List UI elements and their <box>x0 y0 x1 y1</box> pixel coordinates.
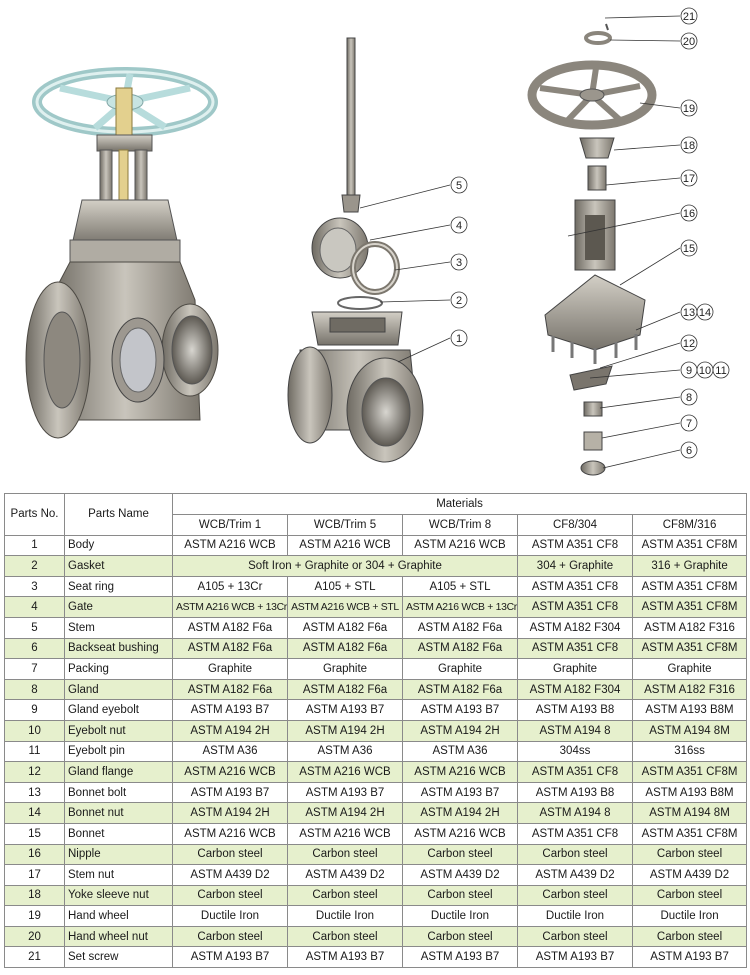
material-cell: ASTM A351 CF8M <box>633 535 747 556</box>
part-no: 13 <box>5 782 65 803</box>
table-row <box>5 679 747 700</box>
material-cell: Carbon steel <box>403 885 518 906</box>
material-cell: ASTM A182 F6a <box>288 679 403 700</box>
svg-text:15: 15 <box>682 243 696 255</box>
material-cell: ASTM A216 WCB <box>173 535 288 556</box>
part-name: Set screw <box>65 947 173 968</box>
svg-text:12: 12 <box>682 338 696 350</box>
material-cell: ASTM A193 B7 <box>288 700 403 721</box>
material-cell: ASTM A182 F6a <box>173 617 288 638</box>
svg-text:16: 16 <box>682 208 696 220</box>
material-cell: Carbon steel <box>633 885 747 906</box>
table-row <box>5 638 747 659</box>
material-cell: ASTM A182 F6a <box>403 679 518 700</box>
header-parts-name: Parts Name <box>65 494 173 536</box>
callout-5 <box>451 177 467 193</box>
material-cell: ASTM A182 F6a <box>403 617 518 638</box>
material-cell: ASTM A194 8M <box>633 720 747 741</box>
table-row <box>5 885 747 906</box>
material-cell: ASTM A351 CF8 <box>518 576 633 597</box>
callout-3 <box>451 254 467 270</box>
material-cell-merged: Soft Iron + Graphite or 304 + Graphite <box>173 556 518 577</box>
header-materials: Materials <box>173 494 747 515</box>
material-cell: ASTM A351 CF8M <box>633 576 747 597</box>
column-header: CF8M/316 <box>633 515 747 536</box>
material-cell: ASTM A351 CF8M <box>633 638 747 659</box>
table-row <box>5 823 747 844</box>
material-cell: Carbon steel <box>403 844 518 865</box>
material-cell: ASTM A216 WCB + 13Cr <box>173 597 288 618</box>
callout-14 <box>697 304 713 320</box>
table-row <box>5 762 747 783</box>
part-no: 6 <box>5 638 65 659</box>
material-cell: ASTM A216 WCB <box>403 823 518 844</box>
svg-text:20: 20 <box>682 36 696 48</box>
material-cell: ASTM A193 B7 <box>288 782 403 803</box>
callout-13 <box>681 304 697 320</box>
material-cell: ASTM A194 8 <box>518 720 633 741</box>
callout-1 <box>451 330 467 346</box>
part-no: 3 <box>5 576 65 597</box>
material-cell: ASTM A36 <box>403 741 518 762</box>
material-cell: ASTM A194 2H <box>173 803 288 824</box>
part-name: Gland flange <box>65 762 173 783</box>
material-cell: ASTM A216 WCB <box>403 762 518 783</box>
material-cell: ASTM A193 B7 <box>173 947 288 968</box>
material-cell: ASTM A194 2H <box>288 720 403 741</box>
material-cell: ASTM A182 F304 <box>518 679 633 700</box>
material-cell: Carbon steel <box>518 926 633 947</box>
part-no: 15 <box>5 823 65 844</box>
material-cell: Ductile Iron <box>288 906 403 927</box>
callout-15 <box>681 240 697 256</box>
part-no: 10 <box>5 720 65 741</box>
callout-20 <box>681 33 697 49</box>
material-cell: Graphite <box>633 659 747 680</box>
table-row <box>5 576 747 597</box>
part-name: Eyebolt pin <box>65 741 173 762</box>
material-cell: ASTM A439 D2 <box>173 865 288 886</box>
header-parts-no: Parts No. <box>5 494 65 536</box>
right-exploded-parts <box>532 24 652 475</box>
svg-text:19: 19 <box>682 103 696 115</box>
part-no: 20 <box>5 926 65 947</box>
svg-text:17: 17 <box>682 173 696 185</box>
material-cell: Ductile Iron <box>633 906 747 927</box>
table-row <box>5 720 747 741</box>
material-cell: Carbon steel <box>288 885 403 906</box>
svg-text:9: 9 <box>685 365 693 377</box>
callout-21 <box>681 8 697 24</box>
materials-table <box>4 493 747 968</box>
material-cell: ASTM A182 F316 <box>633 617 747 638</box>
material-cell: A105 + 13Cr <box>173 576 288 597</box>
table-row <box>5 741 747 762</box>
part-name: Hand wheel nut <box>65 926 173 947</box>
part-name: Gland <box>65 679 173 700</box>
material-cell: Carbon steel <box>173 885 288 906</box>
part-no: 4 <box>5 597 65 618</box>
material-cell: ASTM A194 2H <box>288 803 403 824</box>
part-name: Bonnet <box>65 823 173 844</box>
table-row <box>5 556 747 577</box>
callout-19 <box>681 100 697 116</box>
svg-text:21: 21 <box>682 11 696 23</box>
material-cell: A105 + STL <box>403 576 518 597</box>
table-row <box>5 659 747 680</box>
material-cell: Carbon steel <box>633 844 747 865</box>
material-cell: ASTM A351 CF8 <box>518 535 633 556</box>
material-cell: Graphite <box>403 659 518 680</box>
material-cell: ASTM A193 B7 <box>518 947 633 968</box>
material-cell: ASTM A36 <box>288 741 403 762</box>
column-header: WCB/Trim 1 <box>173 515 288 536</box>
material-cell: Carbon steel <box>288 926 403 947</box>
material-cell: ASTM A182 F6a <box>173 638 288 659</box>
material-cell: ASTM A182 F304 <box>518 617 633 638</box>
material-cell: ASTM A351 CF8 <box>518 597 633 618</box>
material-cell: ASTM A216 WCB <box>288 823 403 844</box>
table-row <box>5 844 747 865</box>
material-cell: Carbon steel <box>518 885 633 906</box>
material-cell: ASTM A194 8 <box>518 803 633 824</box>
material-cell: ASTM A193 B7 <box>173 700 288 721</box>
material-cell: ASTM A193 B7 <box>633 947 747 968</box>
svg-text:2: 2 <box>455 295 463 307</box>
callout-17 <box>681 170 697 186</box>
material-cell: ASTM A351 CF8M <box>633 823 747 844</box>
svg-text:11: 11 <box>715 365 727 377</box>
part-name: Stem nut <box>65 865 173 886</box>
table-row <box>5 803 747 824</box>
material-cell: ASTM A193 B7 <box>288 947 403 968</box>
part-no: 17 <box>5 865 65 886</box>
column-header: WCB/Trim 8 <box>403 515 518 536</box>
material-cell: Ductile Iron <box>403 906 518 927</box>
part-name: Yoke sleeve nut <box>65 885 173 906</box>
part-no: 7 <box>5 659 65 680</box>
material-cell: ASTM A194 2H <box>403 720 518 741</box>
material-cell: ASTM A182 F6a <box>173 679 288 700</box>
material-cell: ASTM A182 F6a <box>403 638 518 659</box>
part-name: Hand wheel <box>65 906 173 927</box>
svg-text:4: 4 <box>455 220 463 232</box>
part-name: Bonnet nut <box>65 803 173 824</box>
material-cell: ASTM A193 B8 <box>518 700 633 721</box>
material-cell: Carbon steel <box>173 844 288 865</box>
part-no: 5 <box>5 617 65 638</box>
part-name: Gasket <box>65 556 173 577</box>
material-cell: Graphite <box>518 659 633 680</box>
part-name: Backseat bushing <box>65 638 173 659</box>
material-cell: Carbon steel <box>173 926 288 947</box>
part-no: 14 <box>5 803 65 824</box>
material-cell: Carbon steel <box>518 844 633 865</box>
part-no: 1 <box>5 535 65 556</box>
part-name: Body <box>65 535 173 556</box>
material-cell: ASTM A36 <box>173 741 288 762</box>
part-no: 11 <box>5 741 65 762</box>
part-no: 16 <box>5 844 65 865</box>
column-header: CF8/304 <box>518 515 633 536</box>
svg-text:18: 18 <box>682 140 696 152</box>
material-cell: ASTM A193 B7 <box>403 700 518 721</box>
table-row <box>5 782 747 803</box>
part-no: 2 <box>5 556 65 577</box>
svg-text:5: 5 <box>455 180 463 192</box>
callout-4 <box>451 217 467 233</box>
part-name: Gate <box>65 597 173 618</box>
part-name: Stem <box>65 617 173 638</box>
material-cell: ASTM A216 WCB + 13Cr <box>403 597 518 618</box>
material-cell: Carbon steel <box>403 926 518 947</box>
material-cell: 304 + Graphite <box>518 556 633 577</box>
svg-text:7: 7 <box>685 418 693 430</box>
part-name: Packing <box>65 659 173 680</box>
svg-text:3: 3 <box>455 257 463 269</box>
part-no: 18 <box>5 885 65 906</box>
material-cell: ASTM A193 B8M <box>633 782 747 803</box>
material-cell: ASTM A182 F6a <box>288 617 403 638</box>
svg-text:6: 6 <box>685 445 693 457</box>
part-no: 8 <box>5 679 65 700</box>
material-cell: ASTM A182 F316 <box>633 679 747 700</box>
material-cell: ASTM A216 WCB <box>173 823 288 844</box>
callout-9 <box>681 362 697 378</box>
material-cell: ASTM A439 D2 <box>518 865 633 886</box>
middle-exploded-parts <box>288 38 423 462</box>
material-cell: 316ss <box>633 741 747 762</box>
material-cell: ASTM A439 D2 <box>403 865 518 886</box>
table-row <box>5 926 747 947</box>
material-cell: ASTM A193 B7 <box>173 782 288 803</box>
material-cell: ASTM A216 WCB <box>403 535 518 556</box>
material-cell: ASTM A216 WCB <box>173 762 288 783</box>
material-cell: ASTM A193 B7 <box>403 947 518 968</box>
material-cell: ASTM A351 CF8M <box>633 597 747 618</box>
material-cell: ASTM A216 WCB <box>288 762 403 783</box>
svg-text:13: 13 <box>682 307 696 319</box>
material-cell: Carbon steel <box>288 844 403 865</box>
callout-7 <box>681 415 697 431</box>
material-cell: ASTM A193 B8 <box>518 782 633 803</box>
material-cell: ASTM A193 B7 <box>403 782 518 803</box>
part-no: 19 <box>5 906 65 927</box>
table-row <box>5 947 747 968</box>
part-no: 21 <box>5 947 65 968</box>
material-cell: ASTM A216 WCB <box>288 535 403 556</box>
material-cell: Ductile Iron <box>173 906 288 927</box>
part-name: Eyebolt nut <box>65 720 173 741</box>
material-cell: ASTM A193 B8M <box>633 700 747 721</box>
column-header: WCB/Trim 5 <box>288 515 403 536</box>
callout-16 <box>681 205 697 221</box>
material-cell: ASTM A351 CF8 <box>518 762 633 783</box>
material-cell: ASTM A194 2H <box>403 803 518 824</box>
part-no: 9 <box>5 700 65 721</box>
table-row <box>5 535 747 556</box>
table-row <box>5 700 747 721</box>
part-name: Seat ring <box>65 576 173 597</box>
callout-6 <box>681 442 697 458</box>
svg-text:8: 8 <box>685 392 693 404</box>
table-row <box>5 865 747 886</box>
part-no: 12 <box>5 762 65 783</box>
cutaway-valve <box>26 72 218 438</box>
callout-11 <box>713 362 729 378</box>
material-cell: ASTM A351 CF8 <box>518 638 633 659</box>
callout-12 <box>681 335 697 351</box>
table-row <box>5 617 747 638</box>
material-cell: Graphite <box>288 659 403 680</box>
svg-text:10: 10 <box>698 365 712 377</box>
part-name: Nipple <box>65 844 173 865</box>
svg-text:1: 1 <box>455 333 463 345</box>
material-cell: Ductile Iron <box>518 906 633 927</box>
svg-text:14: 14 <box>698 307 712 319</box>
material-cell: ASTM A194 8M <box>633 803 747 824</box>
material-cell: ASTM A216 WCB + STL <box>288 597 403 618</box>
callout-18 <box>681 137 697 153</box>
table-row <box>5 597 747 618</box>
part-name: Bonnet bolt <box>65 782 173 803</box>
material-cell: Graphite <box>173 659 288 680</box>
material-cell: 316 + Graphite <box>633 556 747 577</box>
material-cell: ASTM A351 CF8 <box>518 823 633 844</box>
material-cell: 304ss <box>518 741 633 762</box>
callout-8 <box>681 389 697 405</box>
material-cell: ASTM A182 F6a <box>288 638 403 659</box>
material-cell: ASTM A194 2H <box>173 720 288 741</box>
callout-2 <box>451 292 467 308</box>
material-cell: ASTM A439 D2 <box>633 865 747 886</box>
material-cell: ASTM A439 D2 <box>288 865 403 886</box>
part-name: Gland eyebolt <box>65 700 173 721</box>
material-cell: ASTM A351 CF8M <box>633 762 747 783</box>
callout-10 <box>697 362 713 378</box>
material-cell: Carbon steel <box>633 926 747 947</box>
material-cell: A105 + STL <box>288 576 403 597</box>
table-row <box>5 906 747 927</box>
